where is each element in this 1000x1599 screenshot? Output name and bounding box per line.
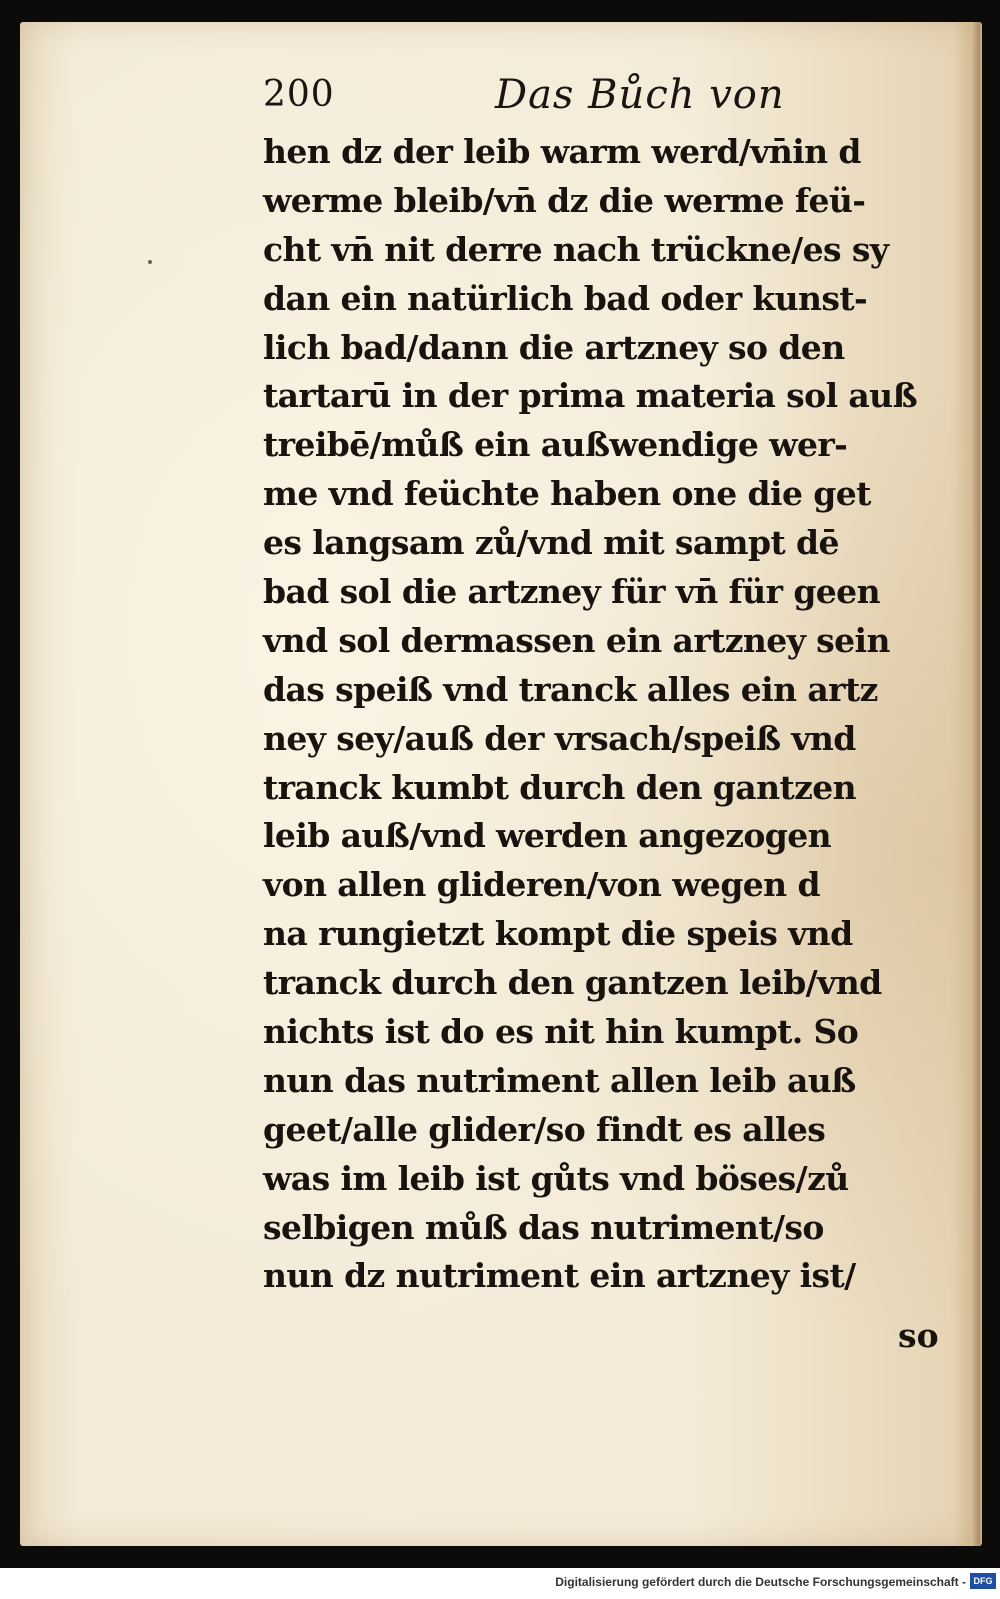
text-line: hen dz der leib warm werd/vn̄in d [263,132,861,171]
text-line: leib auß/vnd werden angezogen [263,816,832,856]
running-title: Das Bůch von [495,72,785,118]
text-line: tartarū in der prima materia sol auß [263,376,918,416]
text-line: tranck durch den gantzen leib/vnd [263,963,882,1003]
text-line: nichts ist do es nit hin kumpt. So [263,1012,859,1052]
text-line: werme bleib/vn̄ dz die werme feü- [263,180,866,220]
page-edge [970,22,980,1546]
text-line: nun dz nutriment ein artzney ist/ [263,1256,856,1296]
text-line: es langsam zů/vnd mit sampt dē [263,523,839,563]
text-line: cht vn̄ nit derre nach trückne/es sy [263,229,889,269]
text-line: selbigen můß das nutriment/so [263,1207,824,1247]
footer-bar [0,1568,1000,1599]
text-line: lich bad/dann die artzney so den [263,327,845,367]
text-line: vnd sol dermassen ein artzney sein [263,620,890,660]
dfg-logo: DFG [970,1573,996,1589]
catchword: so [898,1316,939,1355]
text-block [263,128,953,1301]
text-line: tranck kumbt durch den gantzen [263,767,857,807]
text-line: von allen glideren/von wegen d [263,865,820,905]
text-line: ney sey/auß der vrsach/speiß vnd [263,718,856,758]
text-line: geet/alle glider/so findt es alles [263,1109,826,1149]
paper-speck [148,260,152,264]
text-line: treibē/můß ein außwendige wer- [263,425,848,465]
folio-number: 200 [263,74,335,115]
text-line: nun das nutriment allen leib auß [263,1060,856,1100]
text-line: na rungietzt kompt die speis vnd [263,914,853,954]
text-line: dan ein natürlich bad oder kunst- [263,278,868,318]
text-line: bad sol die artzney für vn̄ für geen [263,572,880,612]
page-header [263,72,963,128]
funding-credit: Digitalisierung gefördert durch die Deutsche Forschungsgemeinschaft - [555,1575,966,1589]
text-line: was im leib ist gůts vnd böses/zů [263,1158,849,1198]
text-line: me vnd feüchte haben one die get [263,474,871,514]
text-line: das speiß vnd tranck alles ein artz [263,669,878,709]
